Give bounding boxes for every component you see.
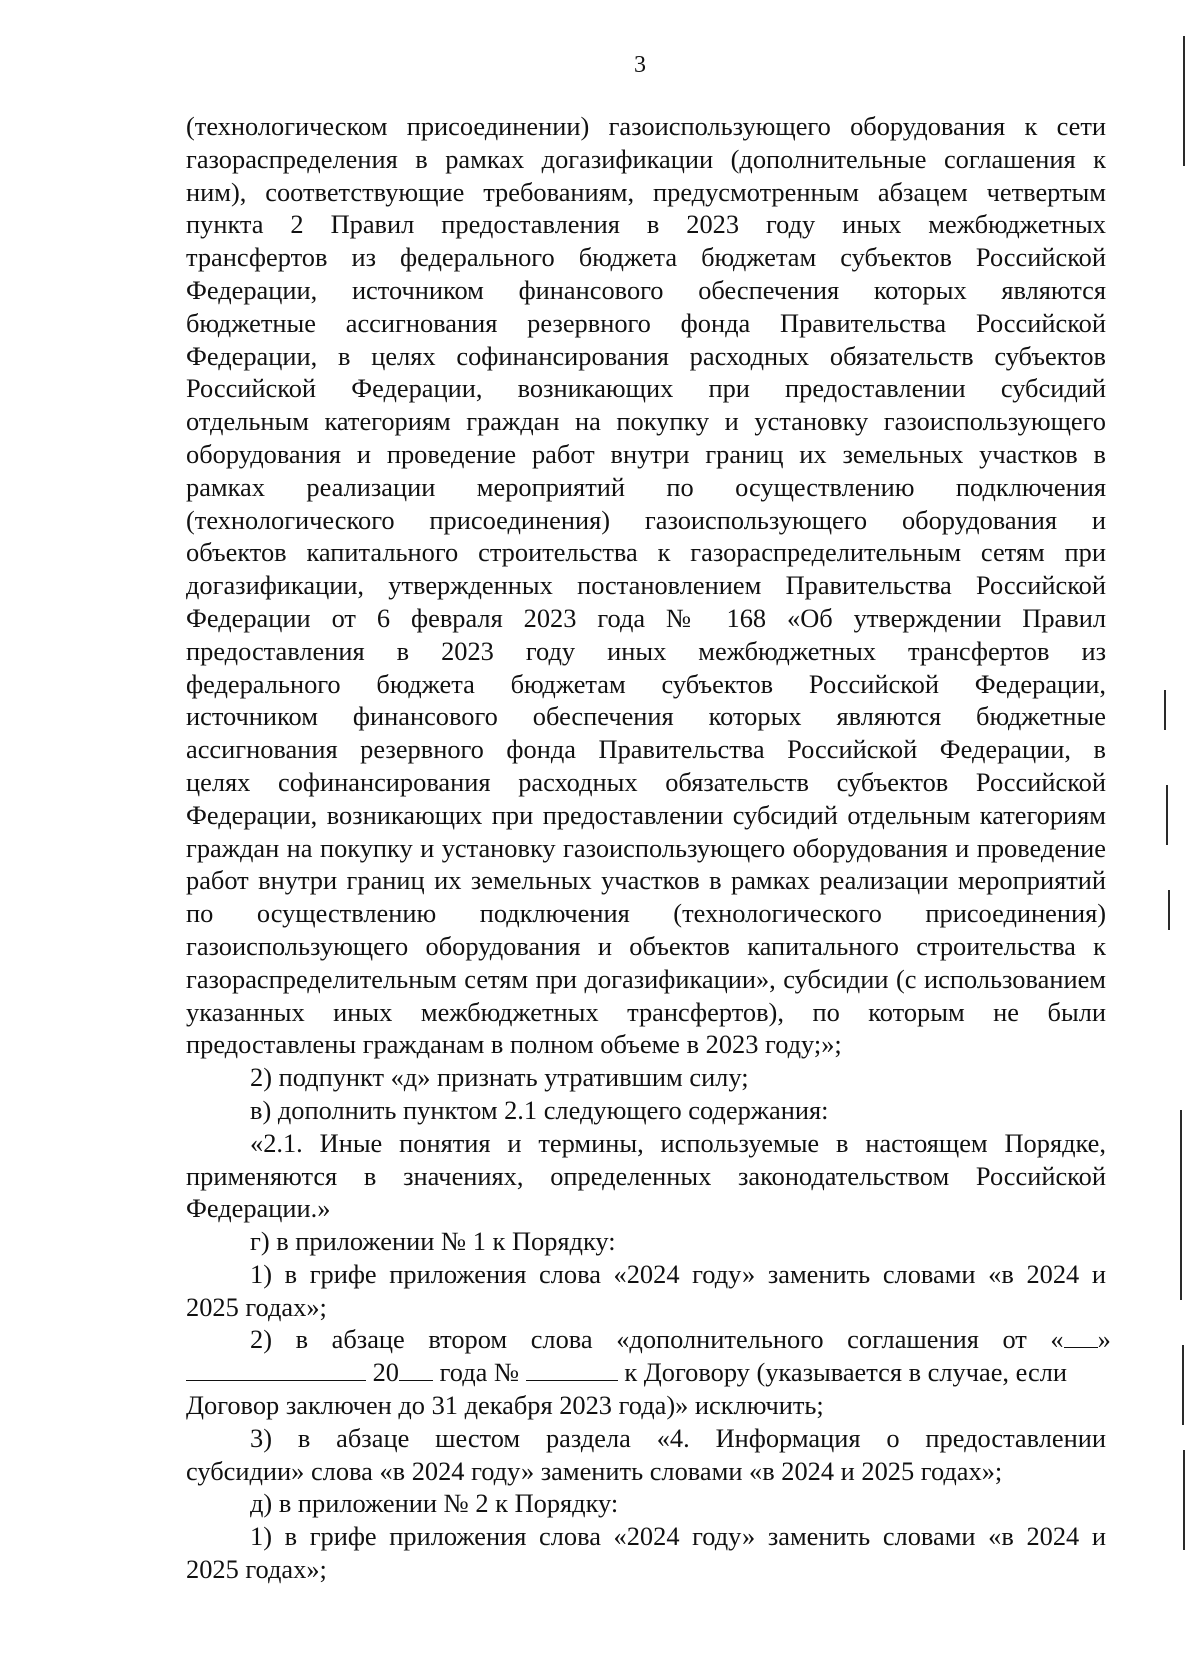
text-line: Федерации.» [186, 1193, 331, 1224]
text-line: предоставлены гражданам в полном объеме в 2023 году;»; [186, 1029, 842, 1060]
text-line: догазификации, утвержденных постановлением Правительства Российской [186, 570, 1106, 601]
text-line: Договор заключен до 31 декабря 2023 года)» исключить; [186, 1390, 824, 1421]
text-line: субсидии» слова «в 2024 году» заменить словами «в 2024 и 2025 годах»; [186, 1455, 1003, 1486]
text-line: рамках реализации мероприятий по осуществлению подключения [186, 471, 1106, 502]
text-line: целях софинансирования расходных обязательств субъектов Российской [186, 766, 1106, 797]
text-line: газораспределения в рамках догазификации (дополнительные соглашения к [186, 143, 1106, 174]
text-line: бюджетные ассигнования резервного фонда Правительства Российской [186, 307, 1106, 338]
text-line: газораспределительным сетям при догазификации», субсидии (с использованием [186, 963, 1106, 994]
text-line: 1) в грифе приложения слова «2024 году» заменить словами «в 2024 и [250, 1258, 1106, 1289]
text-line: применяются в значениях, определенных законодательством Российской [186, 1160, 1106, 1191]
text-line: 2025 годах»; [186, 1554, 327, 1585]
text-line: указанных иных межбюджетных трансфертов), по которым не были [186, 996, 1106, 1027]
text-line: отдельным категориям граждан на покупку и установку газоиспользующего [186, 406, 1106, 437]
text-line: источником финансового обеспечения которых являются бюджетные [186, 701, 1106, 732]
text-line: 2) подпункт «д» признать утратившим силу; [250, 1062, 749, 1093]
text-line: по осуществлению подключения (технологического присоединения) [186, 898, 1106, 929]
text-line: трансфертов из федерального бюджета бюджетам субъектов Российской [186, 242, 1106, 273]
text-line: Федерации, возникающих при предоставлении субсидий отдельным категориям [186, 799, 1106, 830]
text-line: работ внутри границ их земельных участков в рамках реализации мероприятий [186, 865, 1106, 896]
text-line: объектов капитального строительства к газораспределительным сетям при [186, 537, 1106, 568]
text-line: (технологическом присоединении) газоиспользующего оборудования к сети [186, 111, 1106, 141]
text-line: 1) в грифе приложения слова «2024 году» заменить словами «в 2024 и [250, 1521, 1106, 1552]
text-line: г) в приложении № 1 к Порядку: [250, 1226, 616, 1257]
blank-field [1064, 1325, 1098, 1348]
blank-field [186, 1358, 366, 1381]
text-line: Российской Федерации, возникающих при предоставлении субсидий [186, 373, 1106, 404]
scan-edge-mark [1183, 36, 1185, 166]
document-body [186, 110, 1111, 1586]
text-line: Федерации, в целях софинансирования расходных обязательств субъектов [186, 340, 1106, 371]
page-number: 3 [634, 52, 646, 78]
scan-edge-mark [1182, 1345, 1184, 1425]
text-line-agreement [186, 1323, 1111, 1356]
scan-edge-mark [1180, 1110, 1182, 1300]
blank-field [526, 1358, 618, 1381]
blank-field [399, 1358, 433, 1381]
text-fragment: к Договору (указывается в случае, если [624, 1357, 1067, 1388]
scan-edge-mark [1183, 1450, 1185, 1550]
text-line: газоиспользующего оборудования и объектов капитального строительства к [186, 930, 1106, 961]
text-fragment: 2) в абзаце втором слова «дополнительного соглашения от « [250, 1324, 1064, 1355]
text-line: 2025 годах»; [186, 1291, 327, 1322]
text-fragment: года № [439, 1357, 520, 1388]
scan-edge-mark [1164, 690, 1166, 730]
text-line-blanks [186, 1356, 1106, 1389]
text-line: федерального бюджета бюджетам субъектов Российской Федерации, [186, 668, 1106, 699]
text-line: предоставления в 2023 году иных межбюджетных трансфертов из [186, 635, 1106, 666]
scan-edge-mark [1166, 785, 1168, 845]
text-line: (технологического присоединения) газоиспользующего оборудования и [186, 504, 1106, 535]
text-line: ассигнования резервного фонда Правительства Российской Федерации, в [186, 734, 1106, 765]
text-line: 3) в абзаце шестом раздела «4. Информация о предоставлении [250, 1422, 1106, 1453]
text-line: в) дополнить пунктом 2.1 следующего содержания: [250, 1094, 829, 1125]
text-line: Федерации от 6 февраля 2023 года № 168 «Об утверждении Правил [186, 602, 1106, 633]
text-line: ним), соответствующие требованиям, предусмотренным абзацем четвертым [186, 176, 1106, 207]
text-line: граждан на покупку и установку газоиспользующего оборудования и проведение [186, 832, 1106, 863]
text-line: оборудования и проведение работ внутри границ их земельных участков в [186, 438, 1106, 469]
scan-edge-mark [1168, 890, 1170, 930]
text-line: «2.1. Иные понятия и термины, используемые в настоящем Порядке, [250, 1127, 1106, 1158]
text-line: пункта 2 Правил предоставления в 2023 году иных межбюджетных [186, 209, 1106, 240]
text-fragment: 20 [372, 1357, 399, 1388]
text-line: д) в приложении № 2 к Порядку: [250, 1488, 619, 1519]
text-fragment: » [1097, 1324, 1111, 1355]
text-line: Федерации, источником финансового обеспечения которых являются [186, 274, 1106, 305]
